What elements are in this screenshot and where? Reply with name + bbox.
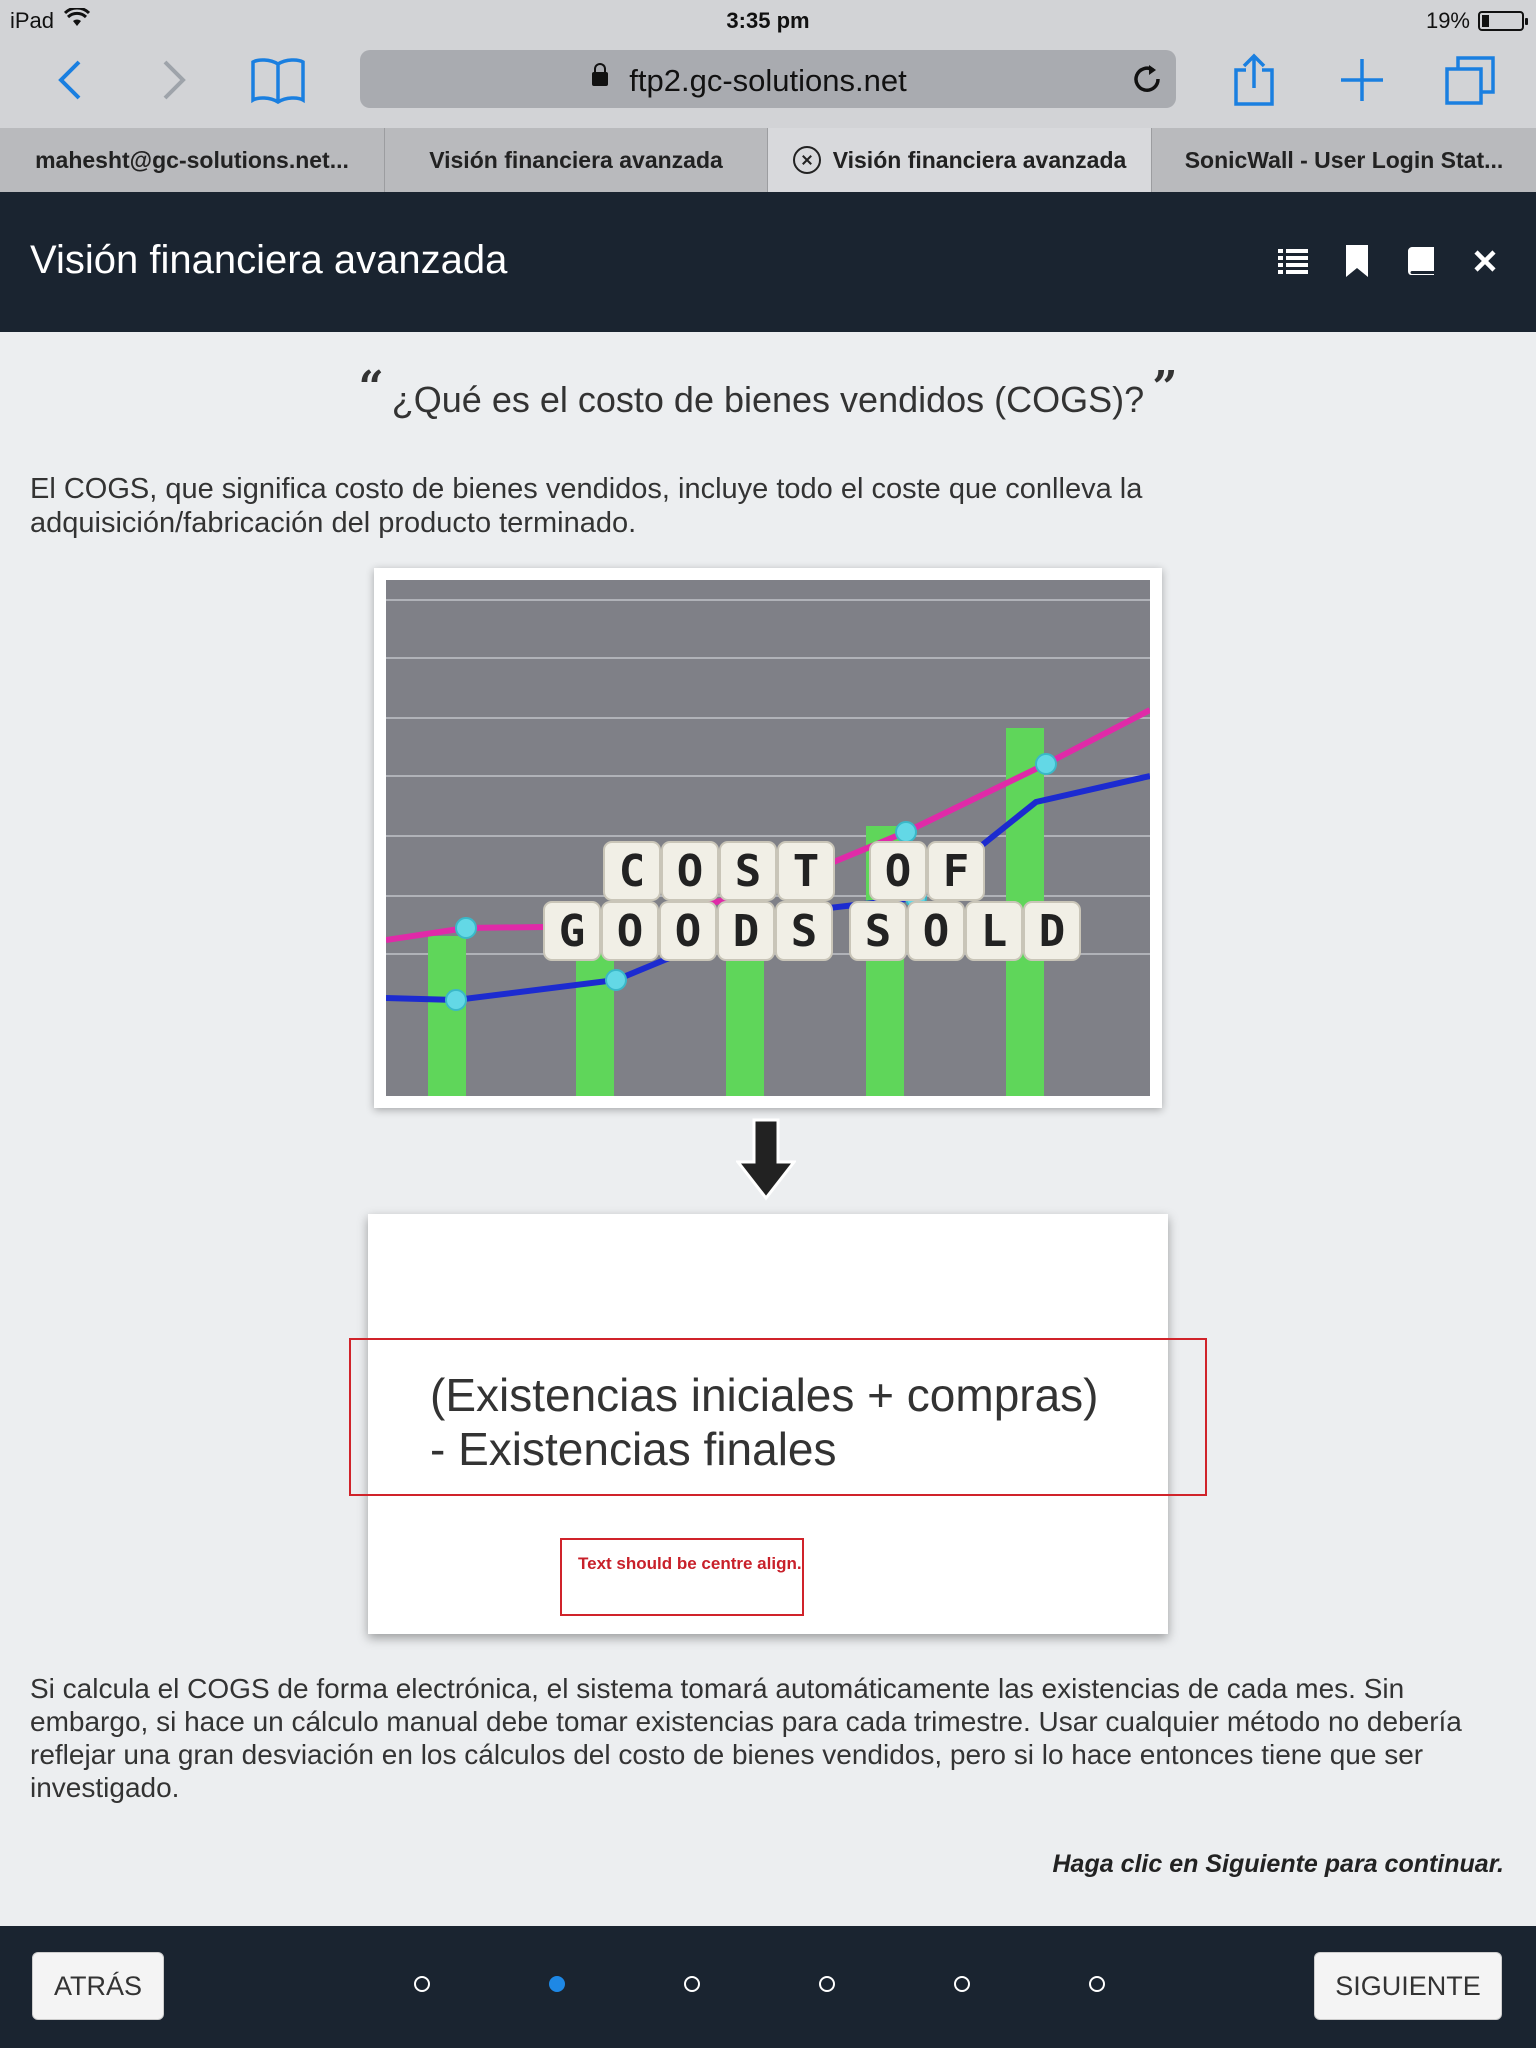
question-text: ¿Qué es el costo de bienes vendidos (COGS)?	[391, 379, 1145, 420]
letter-die-text: D	[732, 906, 760, 957]
cogs-photo-illustration	[386, 580, 1150, 1096]
letter-die-text: F	[942, 846, 970, 897]
letter-die	[778, 842, 834, 900]
letter-die-text: L	[980, 906, 1008, 957]
letter-die	[604, 842, 660, 900]
page-dot-5[interactable]	[954, 1976, 970, 1992]
battery-percent: 19%	[1425, 8, 1470, 33]
down-arrow-icon	[736, 1118, 796, 1207]
letter-die-text: O	[884, 846, 912, 897]
cogs-formula	[430, 1368, 1210, 1476]
body-paragraph: Si calcula el COGS de forma electrónica, el sistema tomará automáticamente las existencias de cada mes. Sin embargo, si hace un cálculo manual debe tomar existencias para cada trimestre. Usar cualquier método no debería reflejar una gran desviación en los cálculos del costo de bienes vendidos, pero si lo hace entonces tiene que ser investigado.	[30, 1673, 1462, 1803]
open-quote-icon: “	[358, 362, 384, 413]
tab-label: Visión financiera avanzada	[832, 146, 1127, 173]
page-dot-4[interactable]	[819, 1976, 835, 1992]
back-button[interactable]: ATRÁS	[32, 1952, 164, 2020]
letter-die	[662, 842, 718, 900]
annotation-note: Text should be centre align.	[578, 1554, 802, 1573]
letter-die	[776, 902, 832, 960]
battery-icon	[1478, 11, 1524, 31]
dice-row-cost-of	[604, 842, 984, 900]
share-icon[interactable]	[1224, 50, 1284, 110]
browser-tab-4[interactable]	[1152, 128, 1536, 192]
battery-fill	[1482, 15, 1489, 27]
browser-toolbar	[0, 44, 1536, 116]
letter-die-text: S	[864, 906, 892, 957]
cogs-image	[374, 568, 1162, 1108]
letter-die	[966, 902, 1022, 960]
continue-hint: Haga clic en Siguiente para continuar.	[1052, 1850, 1504, 1878]
back-arrow-icon[interactable]	[40, 50, 100, 110]
page-dot-6[interactable]	[1089, 1976, 1105, 1992]
letter-die	[544, 902, 600, 960]
page-dot-3[interactable]	[684, 1976, 700, 1992]
book-icon[interactable]	[1404, 244, 1438, 278]
letter-die-text: G	[558, 906, 586, 957]
letter-die	[720, 842, 776, 900]
letter-die	[718, 902, 774, 960]
reload-icon[interactable]	[1130, 62, 1164, 101]
page-dot-1[interactable]	[414, 1976, 430, 1992]
lesson-footer	[0, 1926, 1536, 2048]
question-heading	[0, 362, 1536, 423]
new-tab-icon[interactable]	[1332, 50, 1392, 110]
letter-die	[928, 842, 984, 900]
browser-tab-2[interactable]	[385, 128, 768, 192]
tabs-overview-icon[interactable]	[1440, 50, 1500, 110]
browser-chrome	[0, 0, 1536, 128]
letter-die-text: O	[616, 906, 644, 957]
close-quote-icon: ”	[1152, 362, 1178, 413]
bookmark-icon[interactable]	[1340, 244, 1374, 278]
lesson-content	[0, 332, 1536, 1926]
letter-die-text: C	[618, 846, 646, 897]
page-dot-2[interactable]	[549, 1976, 565, 1992]
url-text: ftp2.gc-solutions.net	[629, 63, 907, 98]
letter-die-text: O	[676, 846, 704, 897]
browser-tab-strip	[0, 128, 1536, 192]
status-bar	[0, 0, 1536, 40]
letter-die	[602, 902, 658, 960]
letter-die-text: T	[792, 846, 820, 897]
list-icon[interactable]	[1276, 244, 1310, 278]
course-header	[0, 192, 1536, 332]
browser-tab-1[interactable]	[0, 128, 385, 192]
formula-line-2: - Existencias finales	[430, 1423, 837, 1475]
letter-die-text: O	[674, 906, 702, 957]
letter-die-text: D	[1038, 906, 1066, 957]
dice-row-goods-sold	[544, 902, 1080, 960]
letter-die-text: O	[922, 906, 950, 957]
intro-paragraph: El COGS, que significa costo de bienes vendidos, incluye todo el coste que conlleva la adquisición/fabricación del producto terminado.	[30, 473, 1143, 539]
letter-die	[1024, 902, 1080, 960]
letter-die	[660, 902, 716, 960]
close-icon[interactable]	[1468, 244, 1502, 278]
browser-tab-3-active[interactable]	[768, 128, 1152, 192]
formula-line-1: (Existencias iniciales + compras)	[430, 1369, 1099, 1421]
next-button[interactable]: SIGUIENTE	[1314, 1952, 1502, 2020]
letter-die	[850, 902, 906, 960]
letter-die-text: S	[734, 846, 762, 897]
device-label: iPad	[10, 8, 55, 33]
tab-label: mahesht@gc-solutions.net...	[35, 146, 349, 173]
forward-arrow-icon[interactable]	[144, 50, 204, 110]
address-bar[interactable]	[360, 50, 1176, 108]
bookmarks-icon[interactable]	[248, 50, 308, 110]
tab-label: SonicWall - User Login Stat...	[1184, 146, 1504, 173]
close-tab-icon[interactable]	[793, 146, 821, 174]
clock: 3:35 pm	[726, 8, 810, 33]
letter-die	[870, 842, 926, 900]
letter-die	[908, 902, 964, 960]
tab-label: Visión financiera avanzada	[429, 146, 723, 173]
letter-die-text: S	[790, 906, 818, 957]
annotation-box-note	[560, 1538, 804, 1616]
course-title: Visión financiera avanzada	[30, 238, 508, 282]
